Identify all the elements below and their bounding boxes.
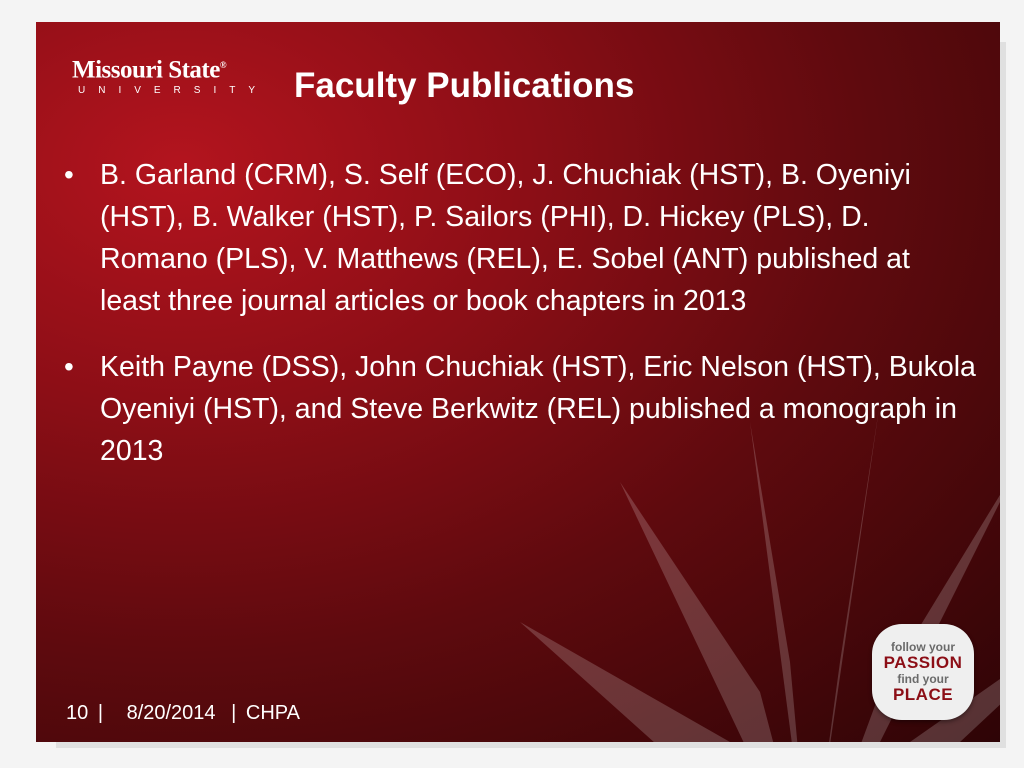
slide-shadow-right: [1000, 42, 1006, 742]
slide-footer: [66, 702, 304, 725]
bullet-icon: •: [64, 351, 74, 382]
badge-line-4: PLACE: [892, 685, 954, 704]
bullet-list: [58, 154, 978, 496]
bullet-icon: •: [64, 159, 74, 190]
badge-line-1: follow your: [891, 640, 955, 654]
page-number: 10: [66, 702, 89, 724]
footer-org: CHPA: [245, 702, 300, 724]
footer-separator: |: [231, 702, 237, 724]
slide: [36, 22, 1000, 742]
badge-line-3: find your: [897, 672, 949, 686]
logo-subtitle: UNIVERSITY: [78, 85, 269, 97]
logo-trademark: ®: [219, 60, 227, 70]
footer-separator: |: [97, 702, 104, 724]
bullet-text: Keith Payne (DSS), John Chuchiak (HST), Eric Nelson (HST), Bukola Oyeniyi (HST), and Steve Berkwitz (REL) published a monograph in 2013: [100, 351, 976, 467]
badge-line-2: PASSION: [883, 653, 963, 672]
logo-wordmark: [72, 52, 268, 83]
bullet-text: B. Garland (CRM), S. Self (ECO), J. Chuchiak (HST), B. Oyeniyi (HST), B. Walker (HST), P. Sailors (PHI), D. Hickey (PLS), D. Romano (PLS), V. Matthews (REL), E. Sobel (ANT) published at least three journal articles or book chapters in 2013: [100, 159, 911, 317]
logo-name: Missouri State: [72, 56, 220, 84]
follow-your-passion-badge: [872, 624, 974, 720]
university-logo: [72, 52, 268, 96]
footer-date: 8/20/2014: [126, 702, 216, 724]
bullet-item: [58, 154, 978, 322]
slide-shadow-bottom: [56, 742, 1006, 748]
slide-title: Faculty Publications: [294, 66, 635, 105]
bullet-item: [58, 346, 978, 472]
